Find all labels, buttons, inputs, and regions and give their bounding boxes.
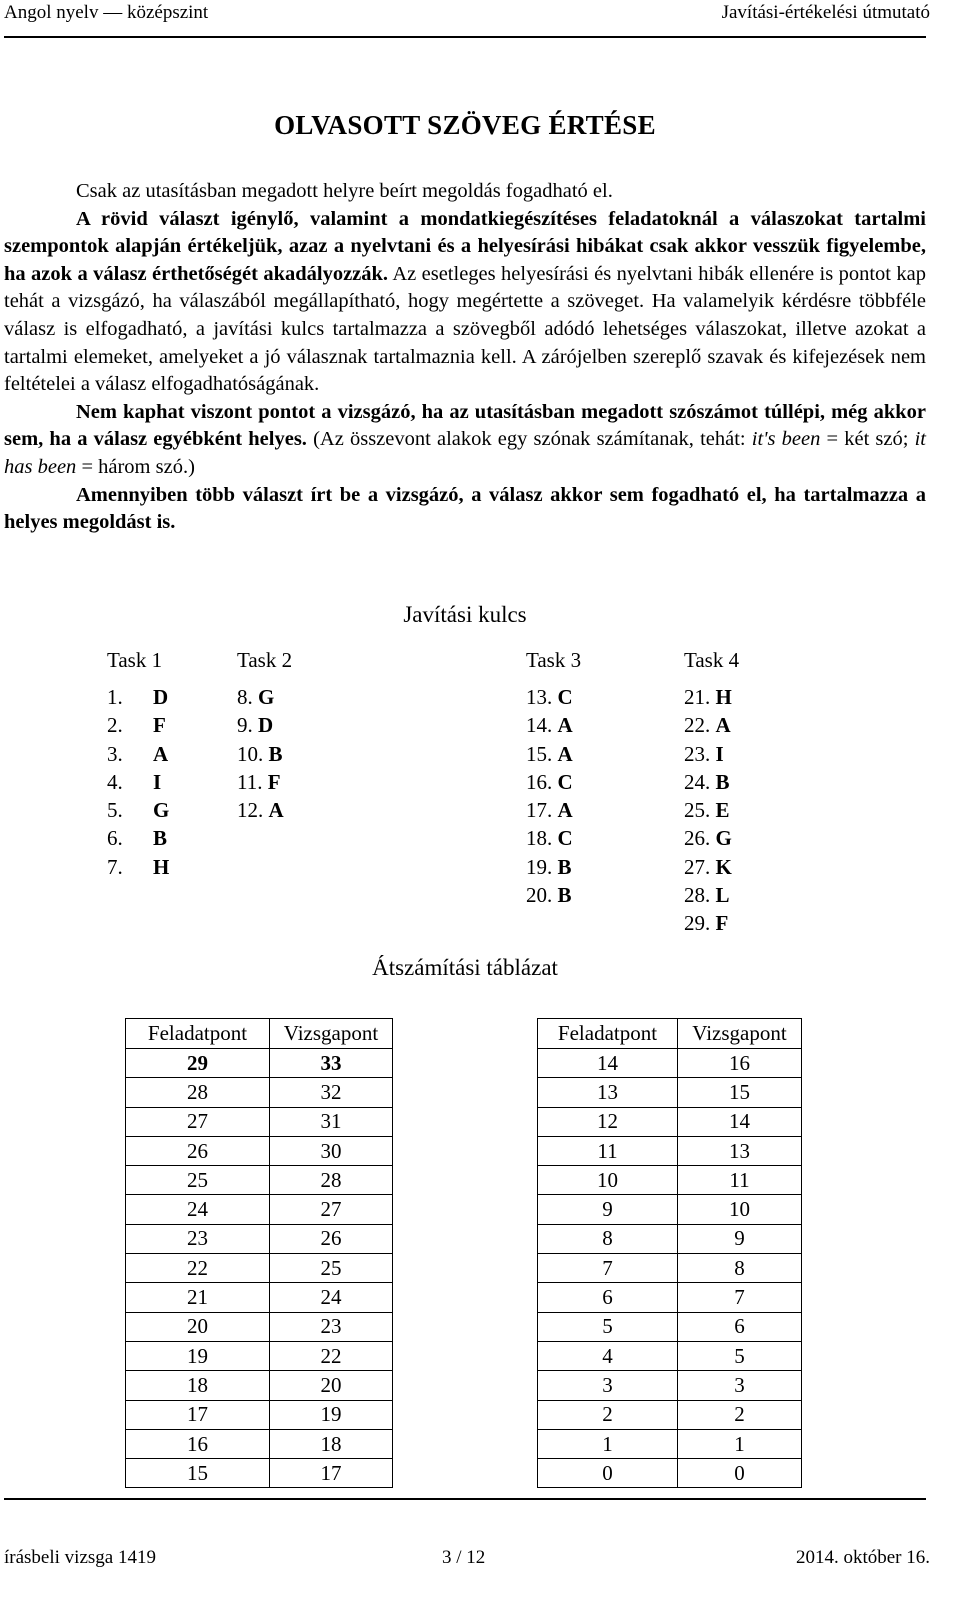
feladatpont-cell: 22 [126,1254,270,1283]
feladatpont-cell: 5 [538,1312,678,1341]
conversion-row [126,1166,393,1195]
instruction-p4: Amennyiben több választ írt be a vizsgázó, a válasz akkor sem fogadható el, ha tartalmazza a helyes megoldást is. [4,483,926,534]
instruction-p3-bold: Nem kaphat viszont pontot a vizsgázó, ha az utasításban megadott szószámot túllépi, még akkor sem, ha a válasz egyébként helyes. [4,400,926,451]
task-3-items [526,683,581,909]
answer-letter: C [557,826,573,851]
feladatpont-cell: 13 [538,1078,678,1107]
feladatpont-cell: 12 [538,1107,678,1136]
answer-number: 26. [684,826,711,851]
answer-number: 1. [107,685,123,709]
answer-letter: D [258,713,274,738]
answer-letter: A [715,713,731,738]
answer-item [107,853,169,881]
answer-letter: B [557,883,572,908]
answer-item [526,881,581,909]
footer-date: 2014. október 16. [795,1547,930,1568]
conversion-row [126,1459,393,1488]
conversion-row [538,1166,802,1195]
conversion-title: Átszámítási táblázat [372,955,558,980]
vizsgapont-cell: 16 [678,1049,802,1078]
task-2-items [237,683,292,824]
answer-number: 16. [526,769,553,794]
task-3-header: Task 3 [526,648,582,672]
answer-letter: B [715,769,730,794]
feladatpont-cell: 19 [126,1341,270,1370]
feladatpont-cell: 15 [126,1459,270,1488]
answer-item [526,824,581,852]
header-rule [4,36,926,38]
instruction-p3-italic-2: it has been [4,428,926,478]
answer-letter: F [267,769,281,794]
feladatpont-cell: 8 [538,1224,678,1253]
instruction-p2-rest: Az esetleges helyesírási és nyelvtani hibák ellenére is pontot kap tehát a vizsgázó, ha válaszából megállapítható, hogy megértette a szöveget. Ha valamelyik kérdésre többféle válasz is elfogadható, a javítási kulcs tartalmazza a szövegből adódó lehetséges válaszokat, illetve azokat a tartalmi elemeket, amelyeket a jó válasznak tartalmaznia kell. A zárójelben szereplő szavak és kifejezések nem feltételei a válasz elfogadhatóságának. [4,262,926,396]
answer-letter: F [153,713,166,738]
col-header-feladatpont: Feladatpont [538,1019,678,1049]
answer-letter: F [715,911,729,936]
col-header-vizsgapont: Vizsgapont [270,1019,393,1049]
vizsgapont-cell: 5 [678,1341,802,1370]
answer-letter: C [557,769,573,794]
vizsgapont-cell: 9 [678,1224,802,1253]
feladatpont-cell: 10 [538,1166,678,1195]
footer-page-number: 3 / 12 [442,1547,486,1568]
answer-letter: B [557,854,572,879]
conversion-row [538,1341,802,1370]
answer-item [684,909,739,937]
answer-item [107,824,169,852]
feladatpont-cell: 17 [126,1400,270,1429]
answer-item [526,683,581,711]
answer-number: 9. [237,713,253,738]
vizsgapont-cell: 13 [678,1136,802,1165]
answer-number: 6. [107,826,123,851]
feladatpont-cell: 3 [538,1371,678,1400]
answer-letter: I [153,769,162,794]
answer-number: 20. [526,883,553,908]
conversion-row [538,1078,802,1107]
answer-letter: K [715,854,732,879]
answer-letter: A [268,798,284,823]
answer-number: 4. [107,769,123,794]
answer-item [237,740,292,768]
feladatpont-cell: 21 [126,1283,270,1312]
footer-left: írásbeli vizsga 1419 [4,1547,156,1568]
answer-item [526,740,581,768]
task-1-column [107,648,169,881]
answer-letter: I [715,741,724,766]
vizsgapont-cell: 0 [678,1459,802,1488]
conversion-row [126,1254,393,1283]
answer-item [526,796,581,824]
vizsgapont-cell: 32 [270,1078,393,1107]
instruction-p3 [4,399,926,482]
answer-letter: G [715,826,732,851]
vizsgapont-cell: 27 [270,1195,393,1224]
feladatpont-cell: 14 [538,1049,678,1078]
conversion-row [538,1429,802,1458]
answer-number: 11. [237,769,263,794]
col-header-feladatpont: Feladatpont [126,1019,270,1049]
feladatpont-cell: 23 [126,1224,270,1253]
header-right: Javítási-értékelési útmutató [721,2,930,23]
feladatpont-cell: 2 [538,1400,678,1429]
vizsgapont-cell: 1 [678,1429,802,1458]
feladatpont-cell: 20 [126,1312,270,1341]
vizsgapont-cell: 10 [678,1195,802,1224]
answer-number: 15. [526,741,553,766]
instruction-p1: Csak az utasításban megadott helyre beírt megoldás fogadható el. [76,180,613,202]
answer-item [684,824,739,852]
conversion-row [126,1400,393,1429]
answer-item [237,711,292,739]
answer-number: 2. [107,713,123,738]
answer-letter: B [268,741,283,766]
feladatpont-cell: 18 [126,1371,270,1400]
vizsgapont-cell: 14 [678,1107,802,1136]
task-4-header: Task 4 [684,648,740,672]
answer-number: 18. [526,826,553,851]
answer-number: 7. [107,854,123,879]
vizsgapont-cell: 26 [270,1224,393,1253]
answer-number: 29. [684,911,711,936]
vizsgapont-cell: 6 [678,1312,802,1341]
answer-number: 5. [107,798,123,823]
feladatpont-cell: 27 [126,1107,270,1136]
feladatpont-cell: 29 [126,1049,270,1078]
answer-item [237,683,292,711]
feladatpont-cell: 4 [538,1341,678,1370]
instruction-p3-italic-1: it's been [751,428,821,451]
conversion-row [126,1049,393,1078]
answer-item [684,711,739,739]
conversion-row [538,1459,802,1488]
vizsgapont-cell: 25 [270,1254,393,1283]
answer-letter: A [557,713,573,738]
page-title: OLVASOTT SZÖVEG ÉRTÉSE [274,110,656,140]
answer-item [526,768,581,796]
conversion-row [126,1136,393,1165]
vizsgapont-cell: 2 [678,1400,802,1429]
answer-letter: H [715,685,732,709]
feladatpont-cell: 7 [538,1254,678,1283]
instruction-p2 [4,206,926,399]
answer-letter: B [153,826,168,851]
vizsgapont-cell: 28 [270,1166,393,1195]
answer-number: 12. [237,798,264,823]
instructions [4,178,926,537]
task-1-header: Task 1 [107,648,163,672]
feladatpont-cell: 9 [538,1195,678,1224]
answer-letter: A [557,741,573,766]
conversion-row [126,1078,393,1107]
answer-number: 14. [526,713,553,738]
answer-number: 3. [107,741,123,766]
answer-item [526,853,581,881]
answer-number: 8. [237,685,253,709]
answer-letter: D [153,685,169,709]
task-3-column [526,648,581,909]
vizsgapont-cell: 15 [678,1078,802,1107]
answer-number: 17. [526,798,553,823]
answer-letter: G [258,685,275,709]
conversion-row [126,1224,393,1253]
conversion-row [126,1312,393,1341]
task-4-items [684,683,739,938]
answer-item [107,768,169,796]
answer-item [526,711,581,739]
answer-item [237,768,292,796]
feladatpont-cell: 24 [126,1195,270,1224]
task-2-header: Task 2 [237,648,293,672]
vizsgapont-cell: 33 [270,1049,393,1078]
conversion-row [538,1283,802,1312]
vizsgapont-cell: 31 [270,1107,393,1136]
answer-number: 24. [684,769,711,794]
answer-item [107,683,169,711]
instruction-p3-text-b: = két szó; [820,428,915,451]
feladatpont-cell: 16 [126,1429,270,1458]
conversion-table-right [537,1018,802,1488]
conversion-row [538,1400,802,1429]
conversion-row [538,1136,802,1165]
header-left: Angol nyelv — középszint [4,2,209,23]
conversion-row [126,1371,393,1400]
answer-item [107,711,169,739]
answer-letter: G [153,798,170,823]
key-title: Javítási kulcs [403,602,527,627]
answer-number: 23. [684,741,711,766]
vizsgapont-cell: 7 [678,1283,802,1312]
conversion-table-left [125,1018,393,1488]
answer-letter: L [715,883,730,908]
vizsgapont-cell: 23 [270,1312,393,1341]
vizsgapont-cell: 3 [678,1371,802,1400]
conversion-row [538,1049,802,1078]
task-4-column [684,648,739,938]
answer-letter: A [557,798,573,823]
feladatpont-cell: 25 [126,1166,270,1195]
vizsgapont-cell: 20 [270,1371,393,1400]
conversion-row [538,1254,802,1283]
col-header-vizsgapont: Vizsgapont [678,1019,802,1049]
task-1-items [107,683,169,881]
conversion-row [538,1224,802,1253]
answer-item [684,881,739,909]
vizsgapont-cell: 8 [678,1254,802,1283]
feladatpont-cell: 1 [538,1429,678,1458]
answer-number: 10. [237,741,264,766]
answer-number: 27. [684,854,711,879]
answer-item [107,796,169,824]
answer-number: 28. [684,883,711,908]
vizsgapont-cell: 11 [678,1166,802,1195]
feladatpont-cell: 0 [538,1459,678,1488]
vizsgapont-cell: 17 [270,1459,393,1488]
feladatpont-cell: 28 [126,1078,270,1107]
answer-item [237,796,292,824]
feladatpont-cell: 11 [538,1136,678,1165]
answer-number: 19. [526,854,553,879]
vizsgapont-cell: 30 [270,1136,393,1165]
answer-letter: E [715,798,730,823]
answer-letter: A [153,741,169,766]
answer-number: 25. [684,798,711,823]
vizsgapont-cell: 18 [270,1429,393,1458]
vizsgapont-cell: 22 [270,1341,393,1370]
answer-item [684,853,739,881]
conversion-row [538,1195,802,1224]
answer-number: 13. [526,685,553,709]
conversion-row [126,1107,393,1136]
feladatpont-cell: 6 [538,1283,678,1312]
vizsgapont-cell: 24 [270,1283,393,1312]
answer-item [684,768,739,796]
instruction-p2-bold: A rövid választ igénylő, valamint a mondatkiegészítéses feladatoknál a válaszokat tartalmi szempontok alapján értékeljük, azaz a nyelvtani és a helyesírási hibákat csak akkor vesszük figyelembe, ha azok a válasz érthetőségét akadályozzák. [4,207,926,285]
instruction-p3-text-a: (Az összevont alakok egy szónak számítanak, tehát: [306,428,752,451]
answer-item [684,683,739,711]
conversion-row [126,1195,393,1224]
footer-rule [4,1498,926,1500]
answer-item [684,796,739,824]
conversion-row [538,1312,802,1341]
conversion-row [126,1341,393,1370]
vizsgapont-cell: 19 [270,1400,393,1429]
conversion-row [126,1429,393,1458]
answer-item [684,740,739,768]
answer-item [107,740,169,768]
feladatpont-cell: 26 [126,1136,270,1165]
task-2-column [237,648,292,824]
conversion-row [538,1371,802,1400]
answer-number: 22. [684,713,711,738]
conversion-row [126,1283,393,1312]
answer-letter: C [557,685,573,709]
conversion-row [538,1107,802,1136]
answer-letter: H [153,854,170,879]
instruction-p3-text-c: = három szó.) [76,455,195,478]
answer-number: 21. [684,685,711,709]
